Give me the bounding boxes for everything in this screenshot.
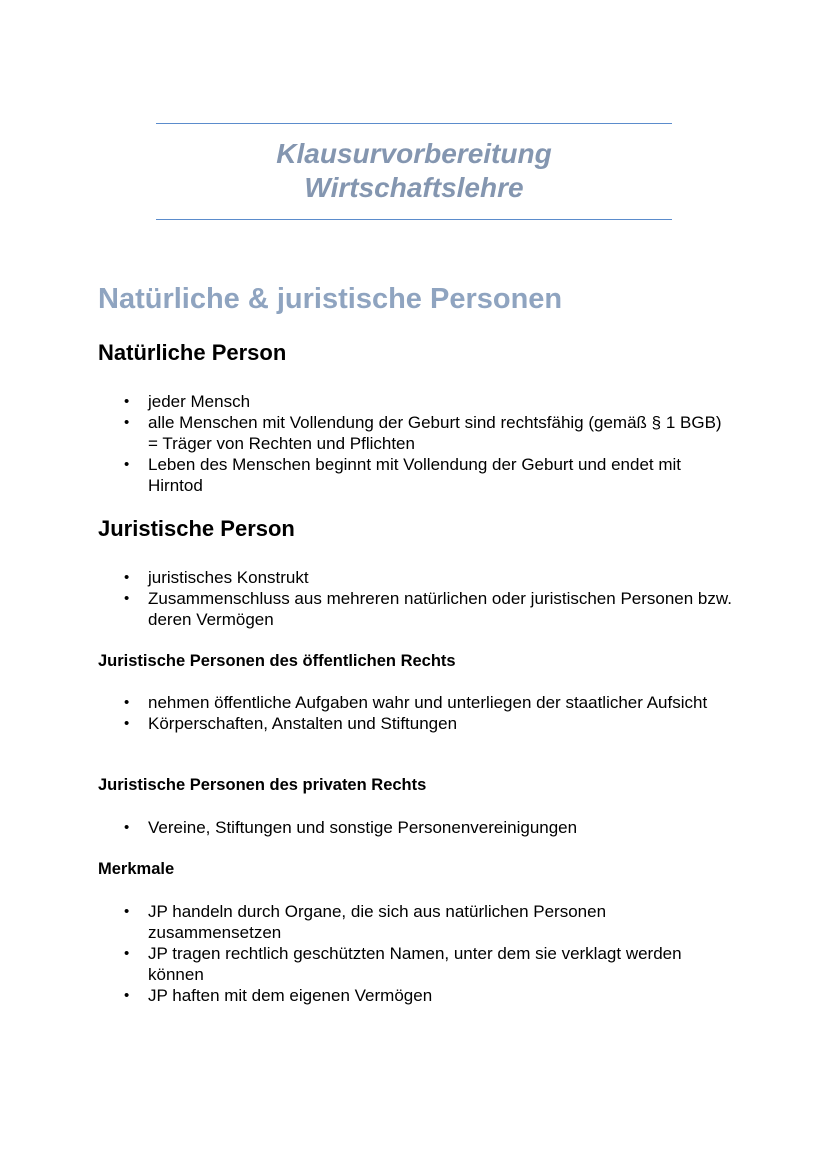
document-title [156,137,672,205]
title-rule-top [156,123,672,124]
list-item: • jeder Mensch [148,391,728,412]
heading-private-law: Juristische Personen des privaten Rechts [98,776,427,794]
list-features [148,901,728,1006]
heading-public-law: Juristische Personen des öffentlichen Rechts [98,652,456,670]
list-item: • JP tragen rechtlich geschützten Namen, unter dem sie verklagt werden können [148,943,728,985]
list-item: • alle Menschen mit Vollendung der Geburt sind rechtsfähig (gemäß § 1 BGB) = Träger von Rechten und Pflichten [148,412,728,454]
list-private-law [148,817,748,838]
list-item: • juristisches Konstrukt [148,567,748,588]
list-natural-person [148,391,728,496]
heading-features: Merkmale [98,860,175,878]
list-item: • JP handeln durch Organe, die sich aus natürlichen Personen zusammensetzen [148,901,728,943]
heading-juristic-person: Juristische Person [98,516,295,541]
list-item: • Körperschaften, Anstalten und Stiftungen [148,713,708,734]
title-rule-bottom [156,219,672,220]
list-item: • Zusammenschluss aus mehreren natürlichen oder juristischen Personen bzw. deren Vermögen [148,588,748,630]
list-item: • Leben des Menschen beginnt mit Vollendung der Geburt und endet mit Hirntod [148,454,728,496]
main-heading: Natürliche & juristische Personen [98,283,563,315]
list-item: • Vereine, Stiftungen und sonstige Personenvereinigungen [148,817,748,838]
list-item: • nehmen öffentliche Aufgaben wahr und unterliegen der staatlicher Aufsicht [148,692,708,713]
list-juristic-person [148,567,748,630]
document-title-line-1: Klausurvorbereitung [276,138,552,169]
document-title-line-2: Wirtschaftslehre [304,172,524,203]
list-public-law [148,692,708,734]
heading-natural-person: Natürliche Person [98,340,287,365]
list-item: • JP haften mit dem eigenen Vermögen [148,985,728,1006]
